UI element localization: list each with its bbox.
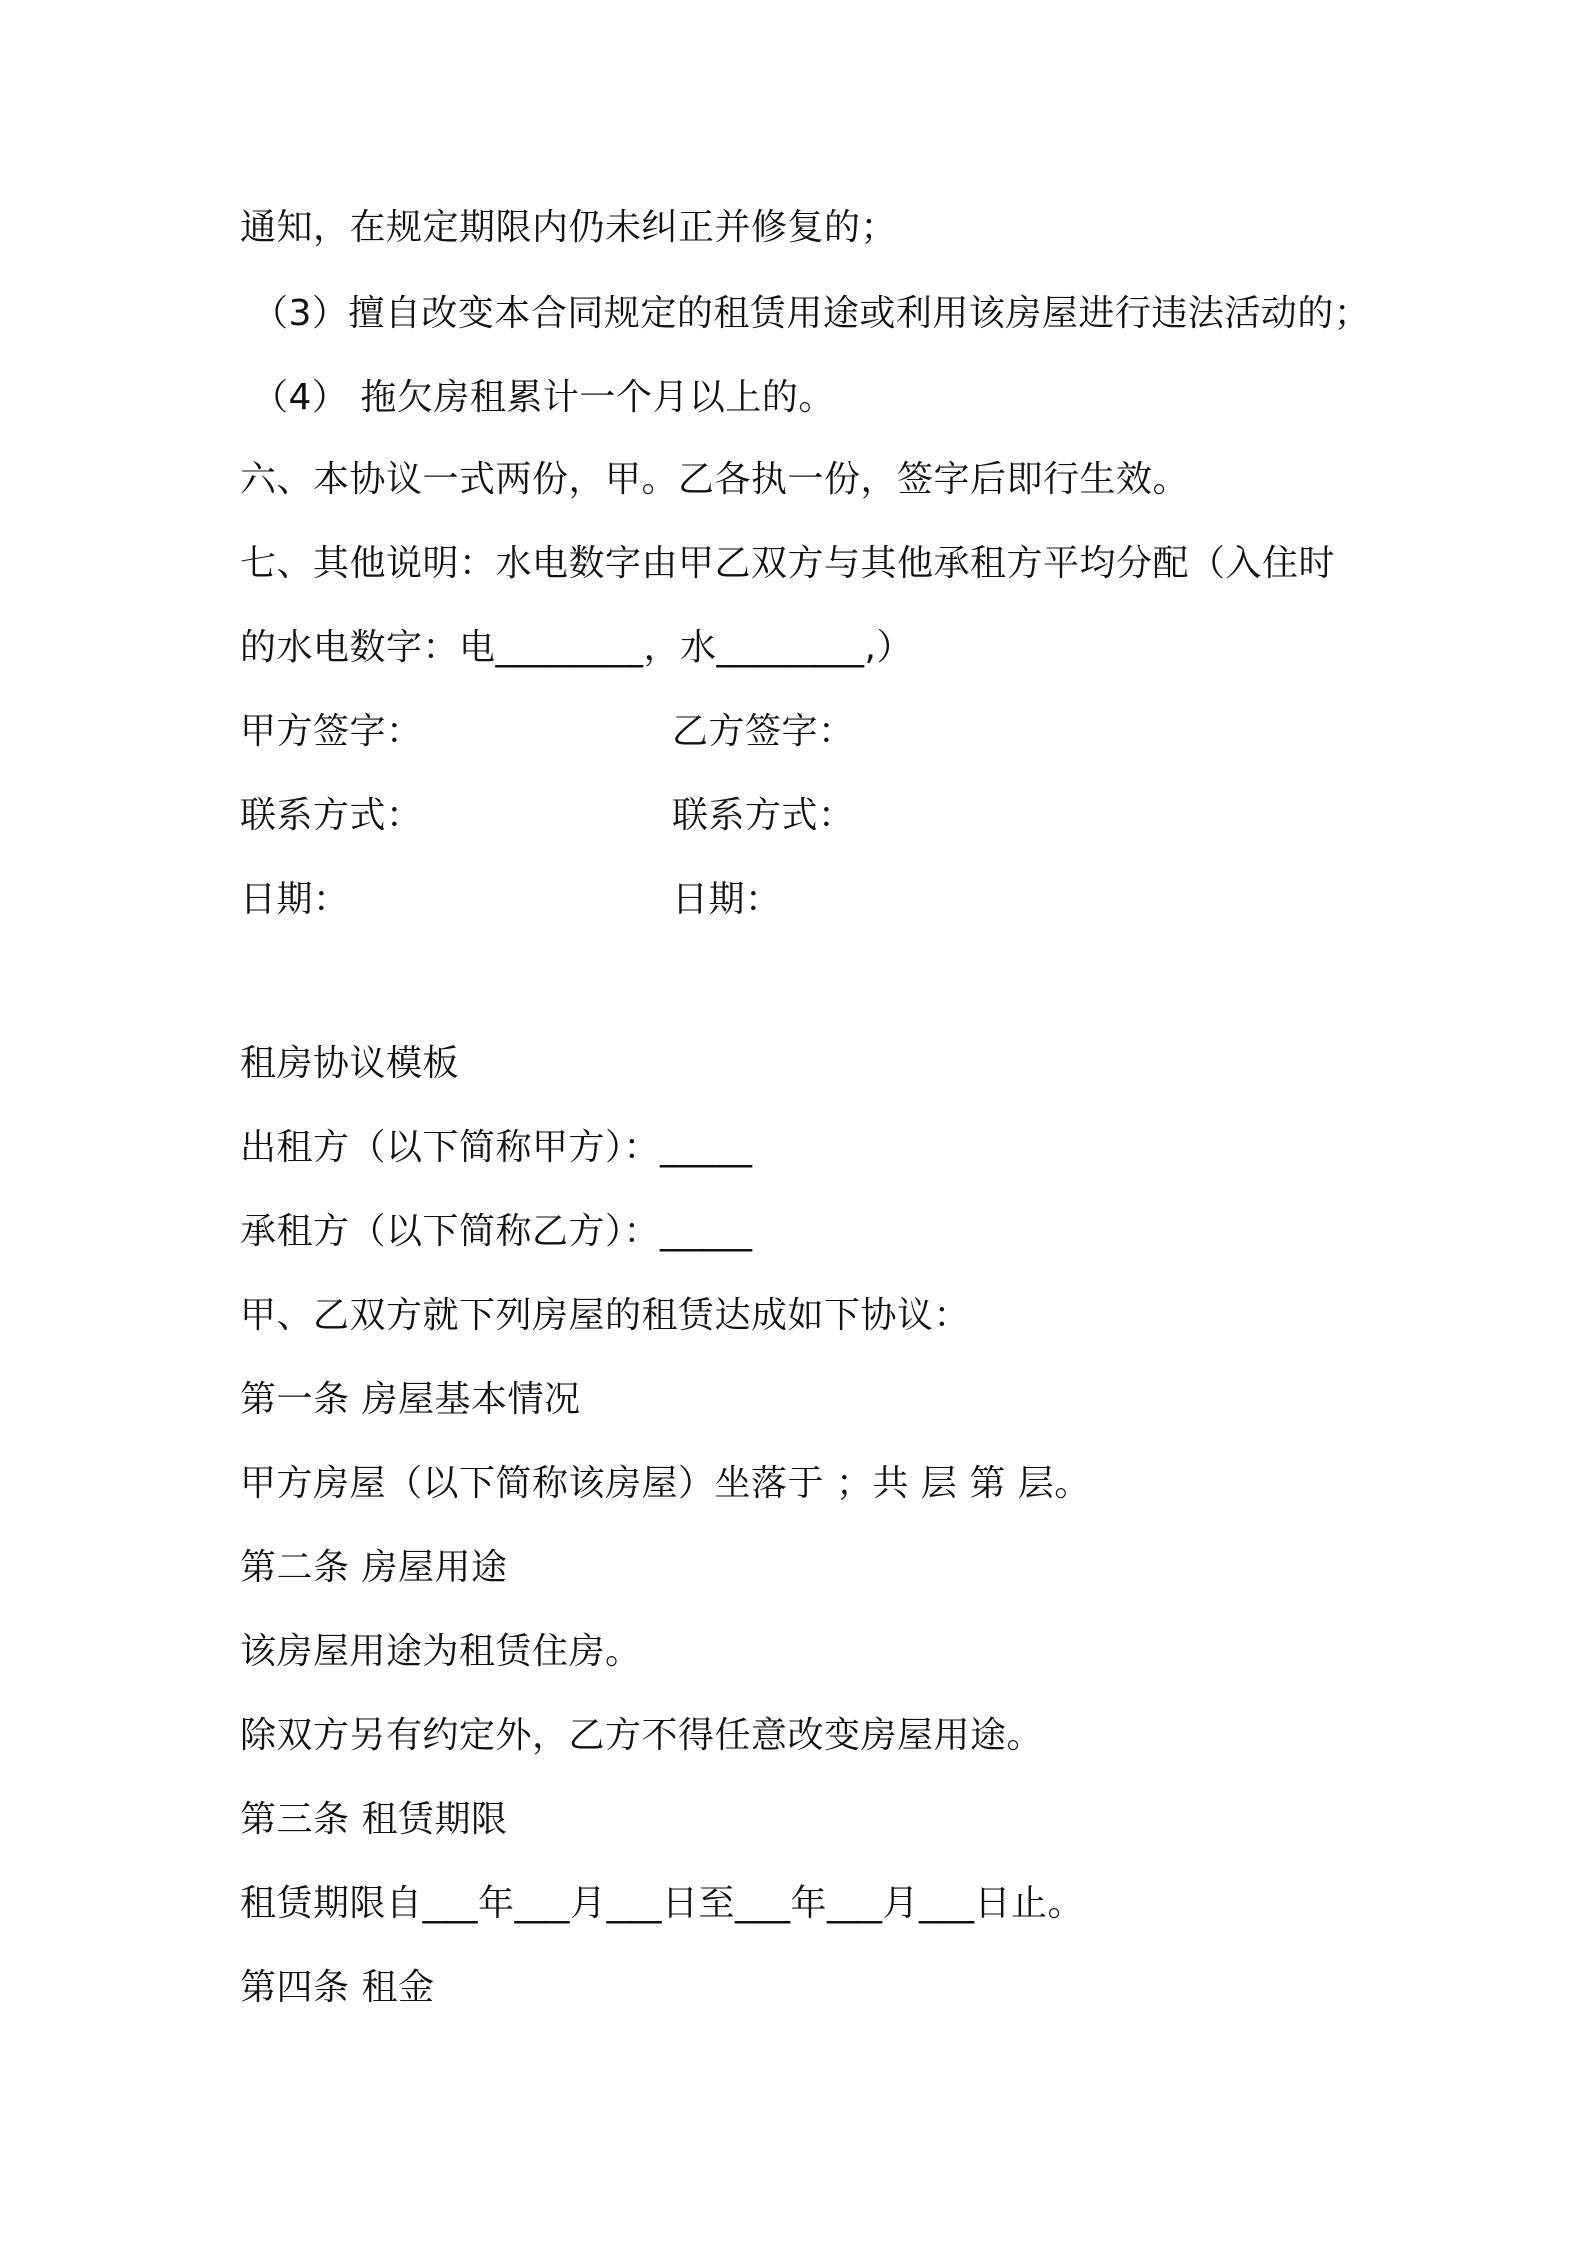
article-2-text-1: 该房屋用途为租赁住房。 [240,1631,642,1672]
party-b-contact-label: 联系方式： [672,795,855,836]
agreement-intro: 甲、乙双方就下列房屋的租赁达成如下协议： [240,1295,971,1336]
lessee-line: 承租方（以下简称乙方）：_____ [240,1211,753,1252]
article-1-heading: 第一条 房屋基本情况 [240,1379,581,1420]
article-3-heading: 第三条 租赁期限 [240,1799,508,1840]
article-2-heading: 第二条 房屋用途 [240,1547,508,1588]
article-2-text-2: 除双方另有约定外，乙方不得任意改变房屋用途。 [240,1715,1044,1756]
article-1-text: 甲方房屋（以下简称该房屋）坐落于 ；共 层 第 层。 [240,1463,1091,1504]
party-a-date-label: 日期： [240,879,350,920]
clause-7-line-1: 七、其他说明：水电数字由甲乙双方与其他承租方平均分配（入住时 [240,543,1336,584]
clause-item-3: （3）擅自改变本合同规定的租赁用途或利用该房屋进行违法活动的； [252,293,1371,334]
party-a-contact-label: 联系方式： [240,795,423,836]
template-title: 租房协议模板 [240,1043,460,1084]
lessor-line: 出租方（以下简称甲方）：_____ [240,1127,753,1168]
party-b-date-label: 日期： [672,879,782,920]
article-4-heading: 第四条 租金 [240,1967,435,2008]
party-a-signature-label: 甲方签字： [240,711,423,752]
clause-7-line-2: 的水电数字：电________，水________,） [240,627,913,668]
article-3-text: 租赁期限自___年___月___日至___年___月___日止。 [240,1883,1085,1924]
notice-line: 通知，在规定期限内仍未纠正并修复的； [240,207,898,248]
clause-6: 六、本协议一式两份，甲。乙各执一份，签字后即行生效。 [240,459,1190,500]
party-b-signature-label: 乙方签字： [672,711,855,752]
clause-item-4: （4） 拖欠房租累计一个月以上的。 [252,377,835,418]
